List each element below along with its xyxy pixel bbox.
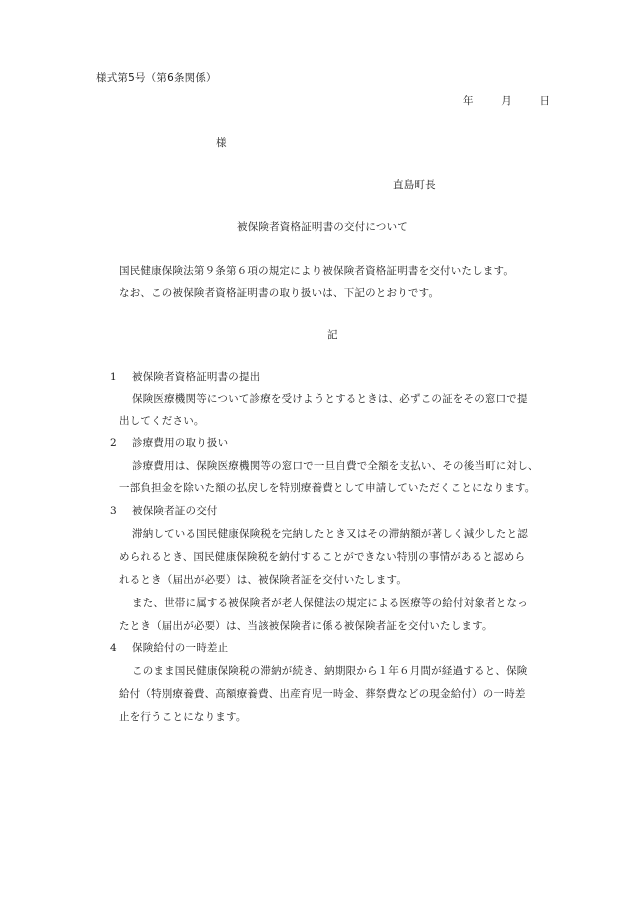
item-body-line: 滞納している国民健康保険税を完納したとき又はその滞納額が著しく減少したと認	[132, 528, 528, 540]
date-day: 日	[539, 95, 551, 107]
item-body-line: 保険医療機関等について診療を受けようとするときは、必ずこの証をその窓口で提	[132, 393, 528, 405]
item-number: 4	[110, 642, 117, 654]
document-title: 被保険者資格証明書の交付について	[237, 221, 408, 233]
item-body-line: 出してください。	[119, 415, 205, 427]
item-number: 3	[110, 505, 117, 517]
item-body-line: また、世帯に属する被保険者が老人保健法の規定による医療等の給付対象者となっ	[132, 597, 528, 609]
issuer: 直島町長	[393, 179, 436, 191]
item-body-line: められるとき、国民健康保険税を納付することができない特別の事情があると認めら	[119, 551, 526, 563]
item-body-line: 一部負担金を除いた額の払戻しを特別療養費として申請していただくことになります。	[119, 482, 536, 494]
item-body-line: このまま国民健康保険税の滞納が続き、納期限から１年６月間が経過すると、保険	[132, 665, 528, 677]
ki-marker: 記	[327, 329, 338, 341]
item-heading: 診療費用の取り扱い	[132, 437, 229, 449]
date-line	[463, 94, 550, 108]
intro-paragraph-2: なお、この被保険者資格証明書の取り扱いは、下記のとおりです。	[119, 287, 440, 299]
form-label: 様式第5号（第6条関係）	[96, 72, 217, 84]
date-year: 年	[463, 95, 474, 107]
item-number: 2	[110, 437, 117, 449]
item-body-line: れるとき（届出が必要）は、被保険者証を交付いたします。	[119, 574, 408, 586]
addressee-suffix: 様	[216, 137, 227, 149]
item-heading: 保険給付の一時差止	[132, 642, 229, 654]
item-heading: 被保険者証の交付	[132, 505, 218, 517]
item-body-line: 給付（特別療養費、高額療養費、出産育児一時金、葬祭費などの現金給付）の一時差	[119, 688, 526, 700]
item-body-line: 止を行うことになります。	[119, 711, 247, 723]
item-body-line: 診療費用は、保険医療機関等の窓口で一旦自費で全額を支払い、その後当町に対し、	[132, 460, 539, 472]
date-month: 月	[501, 95, 512, 107]
item-body-line: たとき（届出が必要）は、当該被保険者に係る被保険者証を交付いたします。	[119, 620, 493, 632]
item-heading: 被保険者資格証明書の提出	[132, 371, 261, 383]
intro-paragraph-1: 国民健康保険法第９条第６項の規定により被保険者資格証明書を交付いたします。	[119, 265, 515, 277]
item-number: 1	[110, 371, 117, 383]
